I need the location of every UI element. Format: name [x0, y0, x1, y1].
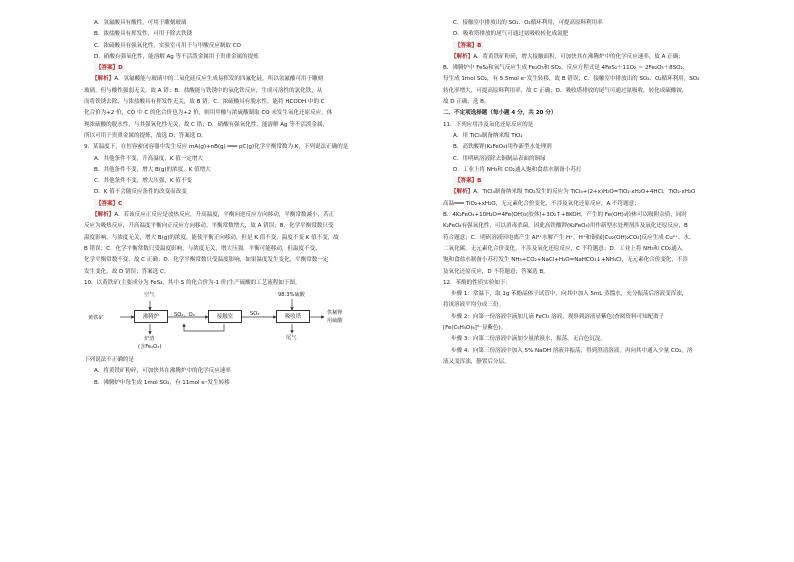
q11-analysis-8: 及氧化还原反应，D 不符题意；答案选 B。	[443, 268, 549, 275]
flow-tail-gas-label: 尾气	[286, 335, 297, 342]
analysis-label: 【解析】	[92, 212, 115, 219]
q11-analysis-5: 符合题意；C．明矾溶液因电离产生 Al³⁺水解产生 H⁺，H⁺和铜绿[Cu₂(OH)₂CO₃]反应生成 Cu²⁺、水、	[443, 234, 695, 241]
flow-boiling-furnace: 沸腾炉	[134, 310, 168, 323]
q11-analysis-1: 【解析】A．TiCl₄制备纳米级 TiO₂发生的反应为 TiCl₄+(2+x)H₂O=TiO₂·xH₂O+4HCl，TiO₂·xH₂O	[451, 189, 696, 196]
q9-answer: 【答案】C	[96, 200, 123, 207]
q11-option-c: C．用明矾溶液除去铜制品表面的铜绿	[453, 155, 546, 162]
q12-step-4-cont: 液又变浑浊，静置后分层。	[443, 358, 510, 365]
q12-step-3: 步骤 3：向第二份溶液中滴加少量浓溴水，振荡，无白色沉淀。	[451, 336, 606, 343]
process-flow-diagram	[84, 291, 383, 353]
section-title: 二、不定项选择题（每小题 4 分，共 20 分）	[443, 110, 557, 117]
q11-analysis-7: 饱和食盐水制备小苏打发生 NH₃+CO₂+NaCl+H₂O=NaHCO₃↓+NH₄Cl，无元素化合价变化，不涉	[443, 257, 688, 264]
q12-stem: 12．苯酚的性质实验如下：	[443, 279, 511, 286]
analysis-label: 【解析】	[451, 53, 474, 60]
flow-so2-o2-label: SO₂、O₂	[174, 312, 195, 319]
flow-absorption-tower: 吸收塔	[276, 310, 310, 323]
q8-option-c: C．浓硫酸具有强氧化性，实验室可用于与甲酸反应制取 CO	[94, 42, 241, 49]
q8-analysis-2: 玻璃，但与酸性强弱无关，故 A 错；B．盐酸能与铁锈中的氧化铁反应，生成可溶性的氯化铁，从	[84, 87, 323, 94]
q8-answer: 【答案】D	[96, 65, 123, 72]
q11-option-a: A．用 TiCl₄制备纳米级 TiO₂	[453, 132, 523, 139]
q8-analysis-6: 所以可用于贵重金属的提炼，故选 D；答案选 D。	[84, 132, 207, 139]
flow-slag-label-2: (含Fe₂O₃)	[138, 344, 162, 351]
q10-option-a: A．将黄铁矿粉碎，可加快其在沸腾炉中的化学反应速率	[94, 368, 231, 375]
q11-analysis-4: K₂FeO₄有强氧化性，可以消毒杀菌，因此高铁酸钾(K₂FeO₄)用作新型水处理剂涉及氧化还原反应，B	[443, 223, 688, 230]
q9-analysis-1: 【解析】A．若该反应正反应是放热反应，升高温度，平衡向逆反应方向移动，平衡常数减小，若正	[92, 212, 335, 219]
q8-option-d: D．硝酸有强氧化性，能溶解 Ag 等不活泼金属用于贵重金属的提炼	[94, 53, 259, 60]
q11-analysis-6: 二氧化碳，无元素化合价变化，不涉及氧化还原反应，C 不符题意；D．工业上将 NH₃和 CO₂通入	[443, 245, 683, 252]
q8-analysis-3: 而将铁锈去除，与浓盐酸具有挥发性无关，故 B 错；C．浓硫酸具有脱水性，能将 HCOOH 中的 C	[84, 99, 325, 106]
q10-option-d: D．吸收塔排放的尾气可通过氨吸收转化成氮肥	[453, 31, 569, 38]
q11-analysis-2: 高温═══ TiO₂+xH₂O，无元素化合价变化，不涉及氧化还原反应，A 不符题意；	[443, 200, 640, 207]
q9-answer-row	[84, 199, 383, 210]
analysis-label: 【解析】	[92, 76, 115, 83]
q10-stem: 10．以黄铁矿(主要成分为 FeS₂，其中 S 的化合价为-1 价)生产硫酸的工艺流程如下图。	[84, 279, 301, 286]
q10-answer: 【答案】B	[455, 42, 482, 49]
q9-option-c: C．其他条件不变，增大压强，K 值不变	[94, 178, 192, 185]
q9-analysis-3: 温度影响，与浓度无关，增大 B(g)的浓度，能使平衡正向移动，但是 K 值不变，温度不变 K 值不变，故	[84, 234, 339, 241]
q11-answer-row	[443, 176, 754, 187]
q12-step-2-cont: [Fe(C₆H₅O)₆]³⁻显紫色)。	[443, 325, 507, 332]
q10-prompt: 下列说法不正确的是	[84, 357, 134, 364]
q12-step-1-cont: 将该溶液平均分成三份。	[443, 302, 504, 309]
q8-analysis-1: 【解析】A．氢氟酸能与玻璃中的二氧化硅反应生成易挥发的四氟化硅，所以氢氟酸可用于雕刻	[92, 76, 324, 83]
flow-contact-chamber: 接触室	[208, 310, 242, 323]
q9-option-b: B．其他条件不变，增大 B(g)的浓度，K 值增大	[94, 166, 211, 173]
q10-analysis-4: 转化率增大，可提高原料利用率，故 C 正确；D．吸收塔排放的尾气可通过氨吸收，转化成硫酸铵，	[443, 87, 688, 94]
flow-product-label-2: 用硫酸	[327, 318, 343, 325]
q8-option-b: B．浓盐酸具有挥发性，可用于除去铁锈	[94, 31, 193, 38]
q11-option-b: B．高铁酸钾(K₂FeO₄)用作新型水处理剂	[453, 144, 552, 151]
analysis-label: 【解析】	[451, 189, 474, 196]
q11-answer: 【答案】B	[455, 178, 482, 185]
q9-analysis-6: 发生变化，故 D 错误；答案选 C。	[84, 268, 170, 275]
right-page	[397, 0, 794, 562]
q10-option-b: B．沸腾炉中每生成 1mol SO₂，有 11mol e⁻发生转移	[94, 379, 230, 386]
flow-ore-label: 黄铁矿	[88, 315, 104, 322]
q10-answer-row	[443, 41, 754, 52]
q11-analysis-3: B．4K₂FeO₄+10H₂O=4Fe(OH)₃(胶体)+3O₂↑+8KOH，产生的 Fe(OH)₃胶体可以吸附杂质，同时	[443, 212, 687, 219]
q11-stem: 11．下列应用涉及氧化还原反应的是	[443, 121, 534, 128]
q10-analysis-2: B．沸腾炉中 FeS₂和氧气反应生成 Fe₂O₃和 SO₂，反应方程式是 4FeS₂＋11O₂ ＝ 2Fe₂O₃＋8SO₂，	[443, 65, 689, 72]
flow-so3-label: SO₃	[250, 311, 260, 318]
q9-analysis-4: B 错误；C．化学平衡常数只受温度影响，与浓度无关，增大压强，平衡可能移动，但温度不变，	[84, 245, 321, 252]
q12-step-2: 步骤 2：向第一份溶液中滴加几滴 FeCl₃ 溶液，观察到溶液显紫色(查阅资料可知配离子	[451, 313, 665, 320]
q10-analysis-5: 故 D 正确；选 B。	[443, 99, 490, 106]
q10-analysis-3: 每生成 1mol SO₂，有 5.5mol e⁻发生转移，故 B 错误；C．接触室中排放出的 SO₂、O₂循环利用，SO₂	[443, 76, 700, 83]
q9-analysis-5: 化学平衡常数不变，故 C 正确；D．化学平衡常数只受温度影响，如果温度发生变化，平衡常数一定	[84, 257, 329, 264]
q8-analysis-4: 化合价为+2 价，CO 中 C 的化合价也为+2 价，则用甲酸与浓硫酸制取 CO 未发生氧化还原反应，体	[84, 110, 333, 117]
q12-step-4: 步骤 4：向第三份溶液中加入 5% NaOH 溶液并振荡，得到澄清溶液，再向其中通入少量 CO₂，溶	[451, 347, 693, 354]
q8-answer-row	[84, 63, 383, 74]
flow-acid-label: 98.3%硫酸	[278, 292, 305, 299]
q10-analysis-1: 【解析】A．将黄铁矿粉碎，增大接触面积，可加快其在沸腾炉中的化学反应速率，故 A 正确；	[451, 53, 684, 60]
q9-analysis-2: 反应为吸热反应，升高温度平衡向正反应方向移动，平衡常数增大，故 A 错误；B．化学平衡常数只受	[84, 223, 334, 230]
flow-air-label: 空气	[144, 292, 155, 299]
q10-option-c: C．接触室中排放出的 SO₂、O₂循环利用，可提高原料利用率	[453, 20, 603, 26]
q12-step-1: 步骤 1：常温下，取 1g 苯酚晶体于试管中，向其中加入 5mL 蒸馏水，充分振荡后溶液变浑浊，	[451, 291, 688, 298]
q8-option-a: A．氢氟酸具有酸性，可用于雕刻玻璃	[94, 20, 187, 26]
q8-analysis-5: 现浓硫酸的脱水性，与其强氧化性无关，故 C 错；D．硝酸有强氧化性，能溶解 Ag 等不活泼金属，	[84, 121, 329, 128]
q9-option-a: A．其他条件不变，升高温度，K 值一定增大	[94, 155, 203, 162]
flow-product-label-1: 供稀释	[327, 310, 343, 317]
flow-slag-label-1: 炉渣	[144, 336, 155, 343]
q9-option-d: D．K 值不会随反应条件的改变而改变	[94, 189, 187, 196]
q9-stem: 9．某温度下，在恒容密闭容器中发生反应 mA(g)+nB(g) ═══ pC(g)化学平衡常数为 K，下列说法正确的是	[84, 144, 349, 151]
q11-option-d: D．工业上将 NH₃和 CO₂通入饱和食盐水制备小苏打	[453, 166, 582, 173]
